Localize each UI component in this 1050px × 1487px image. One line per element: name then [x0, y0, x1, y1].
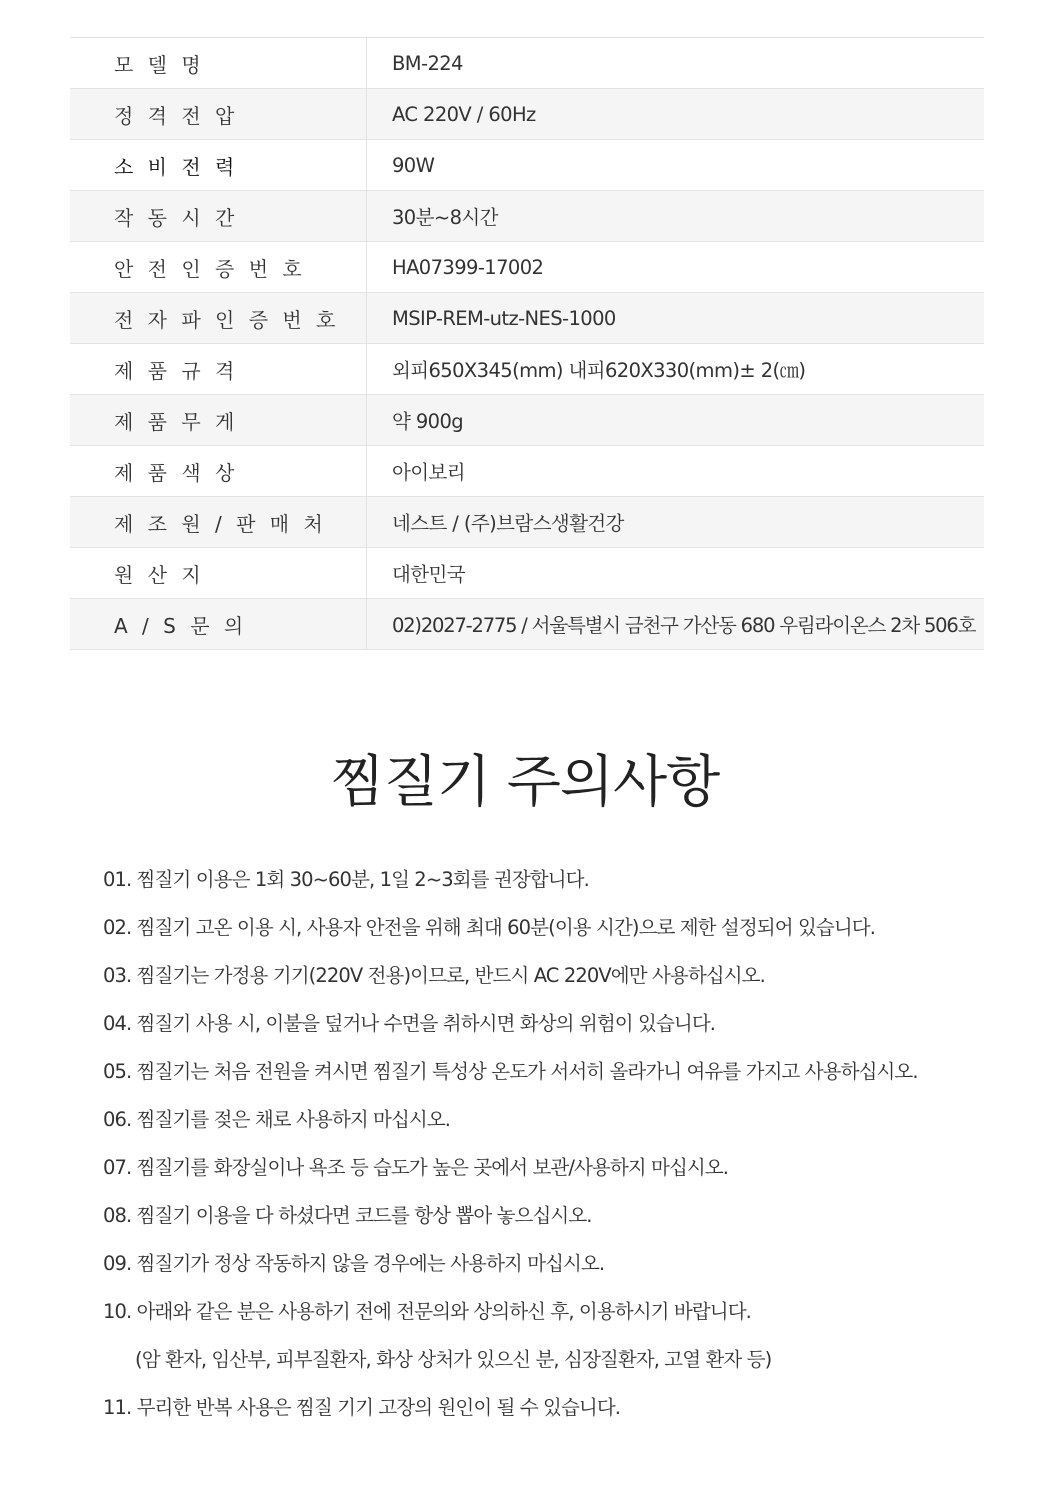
spec-label: A / S 문 의	[70, 599, 367, 650]
spec-value: 90W	[367, 140, 985, 191]
caution-item: 11. 무리한 반복 사용은 찜질 기기 고장의 원인이 될 수 있습니다.	[103, 1396, 621, 1419]
caution-item: 10. 아래와 같은 분은 사용하기 전에 전문의와 상의하신 후, 이용하시기 바랍니다.	[103, 1300, 751, 1323]
spec-value: 아이보리	[367, 446, 985, 497]
spec-value: AC 220V / 60Hz	[367, 89, 985, 140]
spec-label: 모 델 명	[70, 38, 367, 89]
caution-item-sub: (암 환자, 임산부, 피부질환자, 화상 상처가 있으신 분, 심장질환자, 고열 환자 등)	[135, 1348, 772, 1371]
caution-item: 09. 찜질기가 정상 작동하지 않을 경우에는 사용하지 마십시오.	[103, 1252, 605, 1275]
spec-label: 제 품 색 상	[70, 446, 367, 497]
spec-value: 외피650X345(mm) 내피620X330(mm)± 2(㎝)	[367, 344, 985, 395]
caution-item: 04. 찜질기 사용 시, 이불을 덮거나 수면을 취하시면 화상의 위험이 있습니다.	[103, 1012, 716, 1035]
spec-label: 원 산 지	[70, 548, 367, 599]
spec-value: 대한민국	[367, 548, 985, 599]
spec-row-weight	[70, 395, 984, 446]
spec-row-operating-time	[70, 191, 984, 242]
spec-label: 제 품 무 게	[70, 395, 367, 446]
spec-value: BM-224	[367, 38, 985, 89]
caution-item: 08. 찜질기 이용을 다 하셨다면 코드를 항상 뽑아 놓으십시오.	[103, 1204, 592, 1227]
caution-list	[103, 856, 1003, 1432]
caution-item: 07. 찜질기를 화장실이나 욕조 등 습도가 높은 곳에서 보관/사용하지 마십시오.	[103, 1156, 729, 1179]
caution-item: 01. 찜질기 이용은 1회 30~60분, 1일 2~3회를 권장합니다.	[103, 868, 589, 891]
spec-label: 정 격 전 압	[70, 89, 367, 140]
spec-row-power	[70, 140, 984, 191]
caution-item: 06. 찜질기를 젖은 채로 사용하지 마십시오.	[103, 1108, 451, 1131]
spec-label: 제 품 규 격	[70, 344, 367, 395]
spec-value: 02)2027-2775 / 서울특별시 금천구 가산동 680 우림라이온스 2차 506호	[367, 599, 985, 650]
spec-row-model	[70, 38, 984, 89]
spec-row-dimensions	[70, 344, 984, 395]
spec-value: MSIP-REM-utz-NES-1000	[367, 293, 985, 344]
spec-row-as-contact	[70, 599, 984, 650]
spec-row-color	[70, 446, 984, 497]
caution-item: 02. 찜질기 고온 이용 시, 사용자 안전을 위해 최대 60분(이용 시간)으로 제한 설정되어 있습니다.	[103, 916, 876, 939]
spec-label: 전 자 파 인 증 번 호	[70, 293, 367, 344]
spec-row-emc-cert	[70, 293, 984, 344]
spec-label: 안 전 인 증 번 호	[70, 242, 367, 293]
caution-item: 05. 찜질기는 처음 전원을 켜시면 찜질기 특성상 온도가 서서히 올라가니 여유를 가지고 사용하십시오.	[103, 1060, 918, 1083]
spec-value: 약 900g	[367, 395, 985, 446]
spec-label: 제 조 원 / 판 매 처	[70, 497, 367, 548]
spec-row-voltage	[70, 89, 984, 140]
spec-label: 소 비 전 력	[70, 140, 367, 191]
spec-value: 네스트 / (주)브람스생활건강	[367, 497, 985, 548]
spec-label: 작 동 시 간	[70, 191, 367, 242]
spec-row-origin	[70, 548, 984, 599]
spec-row-manufacturer	[70, 497, 984, 548]
spec-value: HA07399-17002	[367, 242, 985, 293]
caution-item: 03. 찜질기는 가정용 기기(220V 전용)이므로, 반드시 AC 220V에만 사용하십시오.	[103, 964, 765, 987]
spec-table	[70, 37, 984, 650]
spec-row-safety-cert	[70, 242, 984, 293]
spec-value: 30분~8시간	[367, 191, 985, 242]
caution-title: 찜질기 주의사항	[330, 750, 720, 815]
